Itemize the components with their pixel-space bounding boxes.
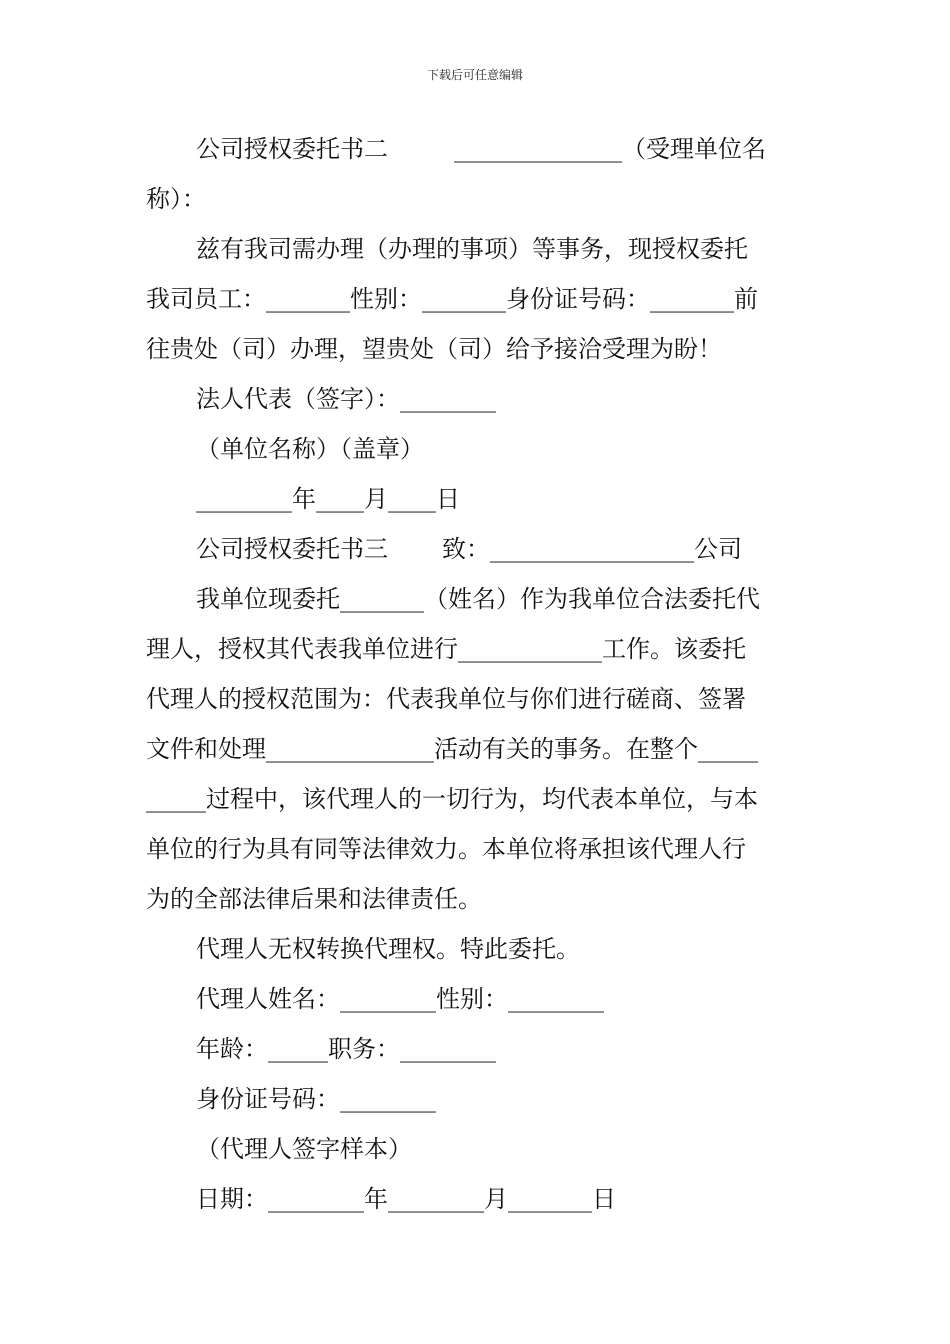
line-legal-effect: 单位的行为具有同等法律效力。本单位将承担该代理人行 <box>146 835 746 863</box>
line-process: _____过程中，该代理人的一切行为，均代表本单位，与本 <box>146 785 758 813</box>
line-title-3 <box>146 524 806 574</box>
line-legal-rep-signature: 法人代表（签字）：________ <box>196 385 496 413</box>
line-date-2: 日期：________年________月_______日 <box>196 1185 616 1213</box>
line-no-transfer: 代理人无权转换代理权。特此委托。 <box>196 935 580 963</box>
line-scope: 代理人的授权范围为：代表我单位与你们进行磋商、签署 <box>146 685 746 713</box>
line-entrust: 我单位现委托_______（姓名）作为我单位合法委托代 <box>196 585 760 613</box>
line-documents: 文件和处理______________活动有关的事务。在整个_____ <box>146 735 758 763</box>
addressee-line: 致：_________________公司 <box>442 535 742 563</box>
line-title-2 <box>146 124 806 174</box>
doc-title-2: 公司授权委托书二 <box>196 135 388 163</box>
line-employee: 我司员工：_______性别：_______身份证号码：_______前 <box>146 285 758 313</box>
line-unit-seal: （单位名称）（盖章） <box>196 435 424 463</box>
doc-title-3: 公司授权委托书三 <box>196 535 388 563</box>
document-body <box>146 124 806 1224</box>
line-age-position: 年龄：_____职务：________ <box>196 1035 496 1063</box>
line-id-number: 身份证号码：________ <box>196 1085 436 1113</box>
line-date-1: ________年____月____日 <box>196 485 460 513</box>
line-agent-name-gender: 代理人姓名：________性别：________ <box>196 985 604 1013</box>
line-liability: 为的全部法律后果和法律责任。 <box>146 885 482 913</box>
line-recipient-cont: 称）： <box>146 185 206 213</box>
line-matter: 兹有我司需办理（办理的事项）等事务，现授权委托 <box>196 235 748 263</box>
line-request: 往贵处（司）办理，望贵处（司）给予接洽受理为盼！ <box>146 335 722 363</box>
line-signature-sample: （代理人签字样本） <box>196 1135 412 1163</box>
line-authorize-work: 理人，授权其代表我单位进行____________工作。该委托 <box>146 635 746 663</box>
page-header-note: 下载后可任意编辑 <box>426 68 523 82</box>
recipient-blank: ______________（受理单位名 <box>454 135 766 163</box>
